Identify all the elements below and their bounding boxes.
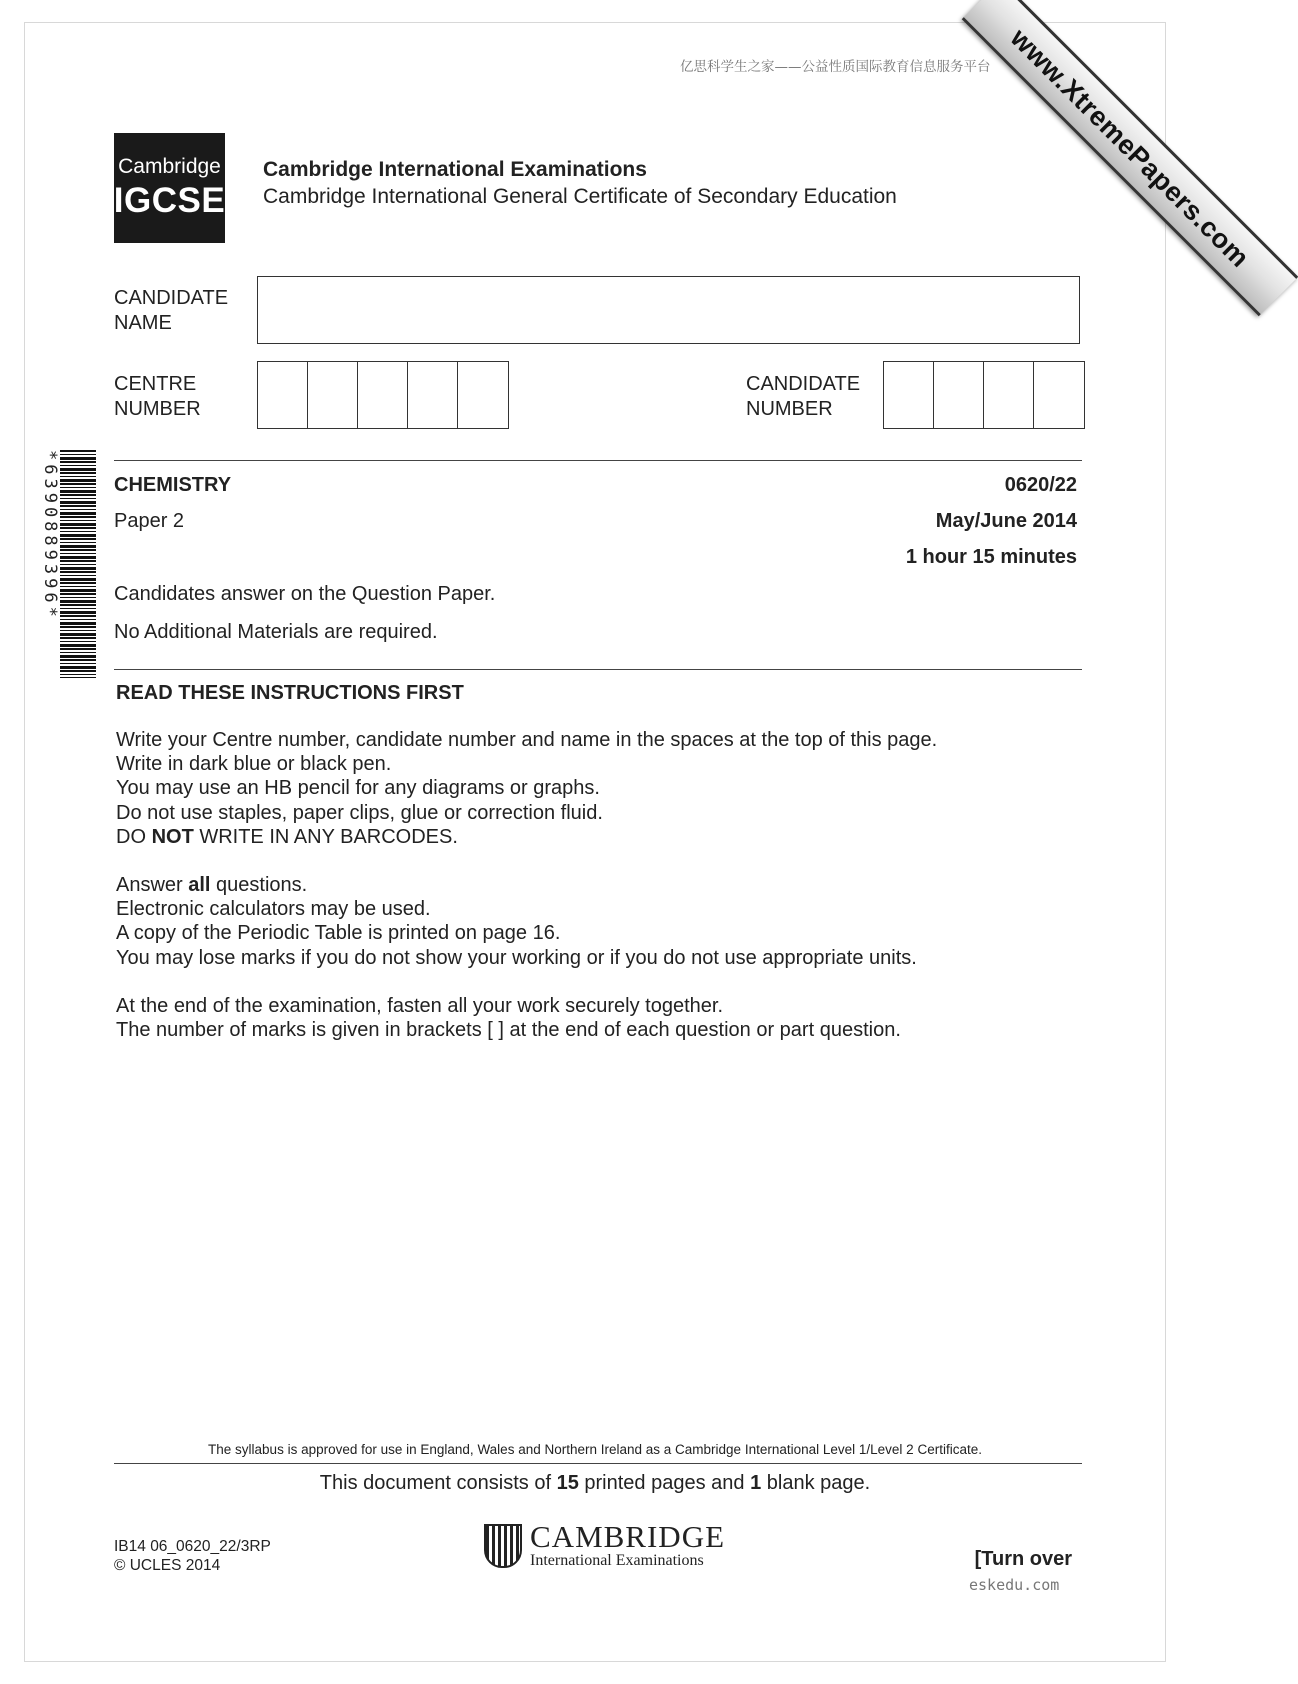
instruction-line: Do not use staples, paper clips, glue or correction fluid. <box>116 801 603 824</box>
logo-line1: Cambridge <box>118 155 221 178</box>
instruction-line: Electronic calculators may be used. <box>116 898 431 921</box>
candidate-name-label: CANDIDATE NAME <box>114 287 229 334</box>
watermark-bottom-note: eskedu.com <box>969 1576 1060 1594</box>
divider-mid <box>114 669 1082 670</box>
cambridge-name: CAMBRIDGE <box>530 1519 726 1554</box>
instruction-line: Write your Centre number, candidate number and name in the spaces at the top of this page. <box>116 729 938 751</box>
qualification: Cambridge International General Certificate of Secondary Education <box>263 185 897 208</box>
subject: CHEMISTRY <box>114 474 232 496</box>
ribbon-text: www.XtremePapers.com <box>1004 22 1256 274</box>
barcode-bars <box>60 450 96 678</box>
instruction-line: You may use an HB pencil for any diagrams or graphs. <box>116 777 600 800</box>
divider-bottom <box>114 1463 1082 1464</box>
duration: 1 hour 15 minutes <box>905 546 1077 568</box>
igcse-logo <box>114 133 225 243</box>
candidate-digit-box[interactable] <box>934 362 984 428</box>
centre-digit-box[interactable] <box>458 362 508 428</box>
barcode-digits: *6390889396* <box>40 450 60 621</box>
centre-digit-box[interactable] <box>308 362 358 428</box>
exam-board: Cambridge International Examinations <box>263 158 647 181</box>
instruction-line: You may lose marks if you do not show your working or if you do not use appropriate units. <box>116 946 917 969</box>
cambridge-shield-icon <box>484 1524 522 1568</box>
paper-code: 0620/22 <box>1004 474 1077 496</box>
session: May/June 2014 <box>935 510 1077 532</box>
answer-note: Candidates answer on the Question Paper. <box>114 583 496 605</box>
copyright: © UCLES 2014 <box>114 1557 221 1574</box>
cambridge-logo <box>484 1519 726 1570</box>
cambridge-sub: International Examinations <box>530 1552 704 1569</box>
instruction-line: The number of marks is given in brackets [ ] at the end of each question or part question. <box>116 1019 901 1042</box>
instruction-line: Write in dark blue or black pen. <box>116 753 392 776</box>
footer-ref <box>114 1537 271 1575</box>
instruction-line: Answer all questions. <box>116 874 308 897</box>
candidate-name-field[interactable] <box>257 276 1080 344</box>
paper-name: Paper 2 <box>114 510 185 532</box>
barcode <box>36 450 96 680</box>
instructions-heading: READ THESE INSTRUCTIONS FIRST <box>116 682 464 704</box>
centre-digit-box[interactable] <box>408 362 458 428</box>
logo-line2: IGCSE <box>113 181 226 220</box>
candidate-digit-box[interactable] <box>984 362 1034 428</box>
candidate-number-label: CANDIDATE NUMBER <box>746 373 861 420</box>
syllabus-note: The syllabus is approved for use in England, Wales and Northern Ireland as a Cambridge International Level 1/Level 2 Certificate. <box>208 1442 982 1457</box>
paper-ref: IB14 06_0620_22/3RP <box>114 1538 271 1555</box>
candidate-digit-box[interactable] <box>884 362 934 428</box>
centre-number-label: CENTRE NUMBER <box>114 373 201 420</box>
turn-over: [Turn over <box>974 1548 1072 1570</box>
divider-top <box>114 460 1082 461</box>
instructions-body <box>116 728 937 1066</box>
watermark-top-note: 亿思科学生之家——公益性质国际教育信息服务平台 <box>680 59 991 75</box>
instruction-line: DO NOT WRITE IN ANY BARCODES. <box>116 825 458 848</box>
page-count-note: This document consists of 15 printed pages and 1 blank page. <box>319 1472 871 1494</box>
centre-digit-box[interactable] <box>358 362 408 428</box>
centre-digit-box[interactable] <box>258 362 308 428</box>
instruction-line: At the end of the examination, fasten all your work securely together. <box>116 994 724 1017</box>
candidate-number-boxes[interactable] <box>883 361 1085 429</box>
instruction-line: A copy of the Periodic Table is printed on page 16. <box>116 922 561 945</box>
centre-number-boxes[interactable] <box>257 361 509 429</box>
materials-note: No Additional Materials are required. <box>114 621 438 643</box>
candidate-digit-box[interactable] <box>1034 362 1084 428</box>
